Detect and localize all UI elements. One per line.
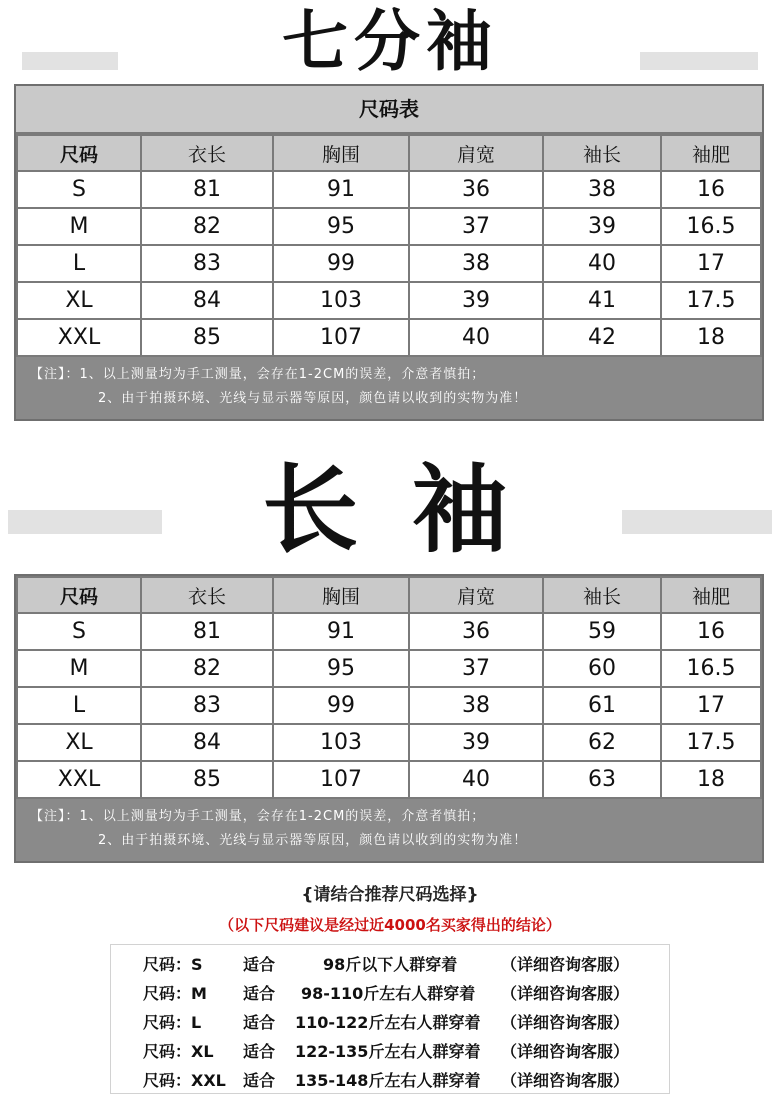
header-chest: 胸围 [273,135,409,171]
rec-size: 尺码：S [143,955,203,974]
section-title-three-quarter-sleeve [0,0,780,84]
cell-size: XXL [17,319,141,356]
cell-chest: 95 [273,650,409,687]
cell-sleeve: 62 [543,724,661,761]
table-row [17,245,761,282]
rec-size: 尺码：M [143,984,207,1003]
rec-fit: 适合 [243,1071,276,1090]
cell-length: 81 [141,171,273,208]
list-item [111,1038,669,1066]
cell-shoulder: 39 [409,282,543,319]
list-item [111,951,669,979]
cell-size: L [17,687,141,724]
header-size: 尺码 [17,135,141,171]
note-line-2: 2、由于拍摄环境、光线与显示器等原因，颜色请以收到的实物为准！ [98,833,528,848]
cell-size: XXL [17,761,141,798]
rec-fit: 适合 [243,1013,276,1032]
cell-sleeve: 39 [543,208,661,245]
cell-size: S [17,613,141,650]
cell-sleeve-width: 17 [661,687,761,724]
cell-sleeve-width: 16 [661,171,761,208]
rec-size: 尺码：XL [143,1042,214,1061]
table-row [17,687,761,724]
cell-shoulder: 38 [409,687,543,724]
note-line-2: 2、由于拍摄环境、光线与显示器等原因，颜色请以收到的实物为准！ [98,391,528,406]
cell-chest: 91 [273,171,409,208]
rec-range: 98-110斤左右人群穿着 [301,984,476,1003]
recommendation-subtitle: （以下尺码建议是经过近4000名买家得出的结论） [219,916,561,934]
header-sleeve: 袖长 [543,577,661,613]
table-row [17,761,761,798]
table-header-row [17,135,761,171]
cell-size: M [17,650,141,687]
table-header-row [17,577,761,613]
rec-note: （详细咨询客服） [501,1071,630,1090]
cell-length: 84 [141,724,273,761]
cell-length: 85 [141,319,273,356]
header-sleeve: 袖长 [543,135,661,171]
cell-chest: 95 [273,208,409,245]
note-line-1: 【注】：1、以上测量均为手工测量，会存在1-2CM的误差，介意者慎拍； [30,809,486,824]
size-table [16,576,762,799]
section-title-text: 七分袖 [282,3,498,80]
cell-sleeve: 41 [543,282,661,319]
cell-chest: 91 [273,613,409,650]
header-sleeve-width: 袖肥 [661,135,761,171]
rec-range: 110-122斤左右人群穿着 [295,1013,481,1032]
measurement-note [16,357,762,419]
rec-note: （详细咨询客服） [501,1013,630,1032]
size-table-long-sleeve [14,574,764,863]
cell-sleeve-width: 18 [661,761,761,798]
list-item [111,1009,669,1037]
recommendation-title: {请结合推荐尺码选择} [301,885,479,905]
header-length: 衣长 [141,135,273,171]
header-length: 衣长 [141,577,273,613]
cell-size: XL [17,282,141,319]
cell-length: 83 [141,245,273,282]
cell-chest: 103 [273,282,409,319]
rec-note: （详细咨询客服） [501,955,630,974]
cell-sleeve-width: 16 [661,613,761,650]
rec-size: 尺码：L [143,1013,202,1032]
section-title-text: 长 袖 [262,454,518,566]
cell-shoulder: 40 [409,761,543,798]
cell-shoulder: 36 [409,613,543,650]
cell-sleeve: 38 [543,171,661,208]
cell-sleeve: 63 [543,761,661,798]
cell-sleeve: 61 [543,687,661,724]
cell-chest: 103 [273,724,409,761]
cell-length: 84 [141,282,273,319]
rec-size: 尺码：XXL [143,1071,226,1090]
header-shoulder: 肩宽 [409,135,543,171]
cell-length: 85 [141,761,273,798]
header-size: 尺码 [17,577,141,613]
table-row [17,724,761,761]
note-line-1: 【注】：1、以上测量均为手工测量，会存在1-2CM的误差，介意者慎拍； [30,367,486,382]
table-row [17,208,761,245]
cell-sleeve: 59 [543,613,661,650]
rec-fit: 适合 [243,1042,276,1061]
rec-fit: 适合 [243,955,276,974]
table-row [17,613,761,650]
header-chest: 胸围 [273,577,409,613]
table-row [17,650,761,687]
cell-sleeve-width: 17.5 [661,282,761,319]
cell-shoulder: 40 [409,319,543,356]
cell-shoulder: 37 [409,650,543,687]
section-title-long-sleeve [0,448,780,572]
cell-shoulder: 38 [409,245,543,282]
cell-length: 81 [141,613,273,650]
header-shoulder: 肩宽 [409,577,543,613]
rec-note: （详细咨询客服） [501,984,630,1003]
rec-range: 135-148斤左右人群穿着 [295,1071,481,1090]
cell-size: L [17,245,141,282]
cell-size: M [17,208,141,245]
cell-length: 83 [141,687,273,724]
cell-length: 82 [141,650,273,687]
cell-sleeve: 60 [543,650,661,687]
list-item [111,980,669,1008]
table-caption: 尺码表 [16,86,762,134]
size-table [16,134,762,357]
cell-size: XL [17,724,141,761]
cell-sleeve-width: 17 [661,245,761,282]
cell-sleeve-width: 16.5 [661,208,761,245]
rec-range: 98斤以下人群穿着 [323,955,458,974]
cell-chest: 99 [273,687,409,724]
cell-sleeve: 42 [543,319,661,356]
rec-fit: 适合 [243,984,276,1003]
cell-shoulder: 37 [409,208,543,245]
header-sleeve-width: 袖肥 [661,577,761,613]
cell-sleeve-width: 17.5 [661,724,761,761]
table-row [17,171,761,208]
cell-shoulder: 39 [409,724,543,761]
cell-length: 82 [141,208,273,245]
cell-shoulder: 36 [409,171,543,208]
cell-sleeve-width: 16.5 [661,650,761,687]
size-table-three-quarter [14,84,764,421]
measurement-note [16,799,762,861]
cell-chest: 99 [273,245,409,282]
rec-range: 122-135斤左右人群穿着 [295,1042,481,1061]
cell-chest: 107 [273,761,409,798]
cell-sleeve: 40 [543,245,661,282]
list-item [111,1067,669,1095]
rec-note: （详细咨询客服） [501,1042,630,1061]
table-row [17,282,761,319]
cell-sleeve-width: 18 [661,319,761,356]
cell-chest: 107 [273,319,409,356]
table-row [17,319,761,356]
cell-size: S [17,171,141,208]
recommendation-list [110,944,670,1094]
